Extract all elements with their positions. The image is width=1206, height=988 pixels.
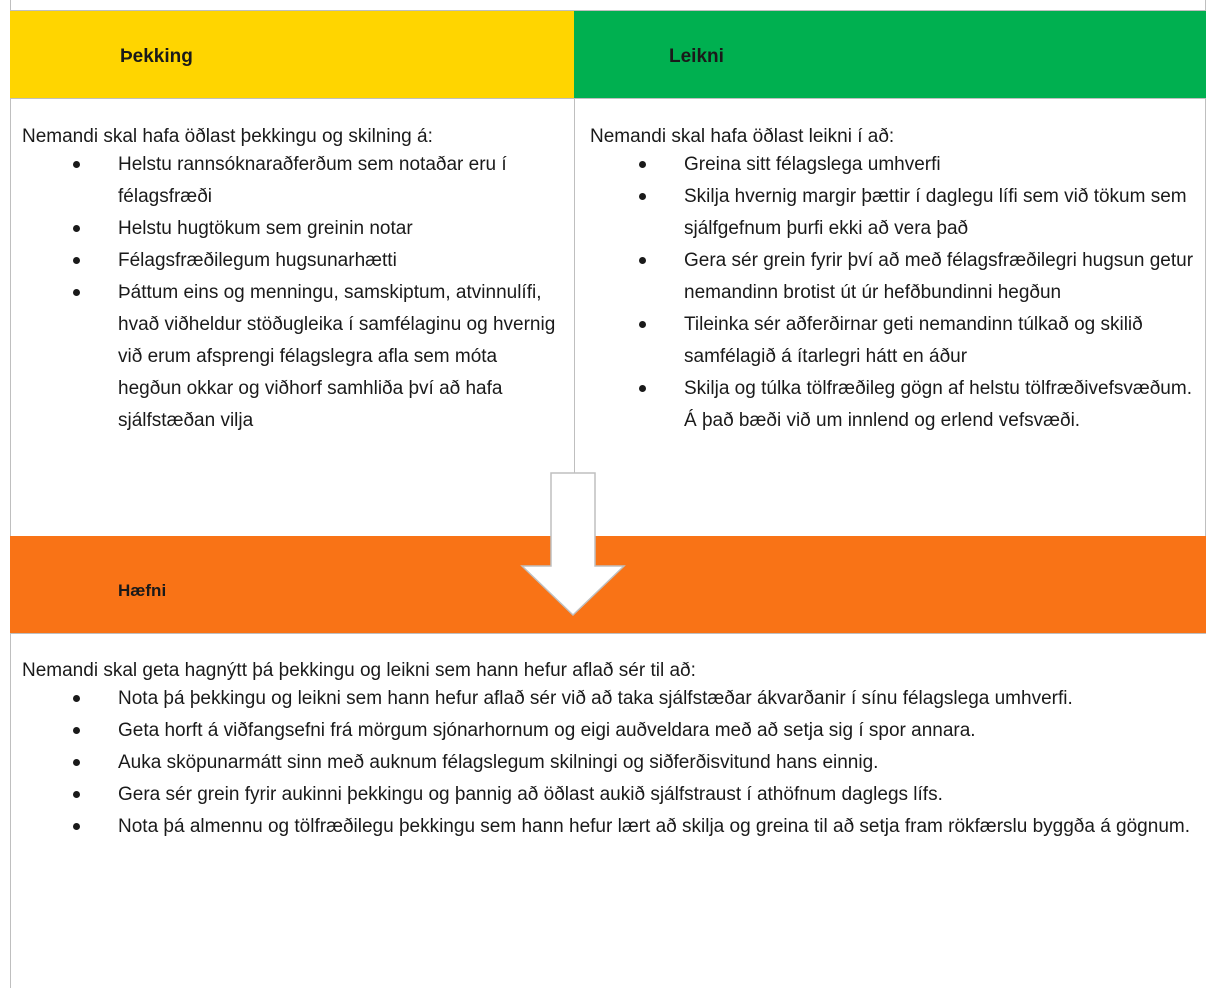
list-item: Auka sköpunarmátt sinn með auknum félagslegum skilningi og siðferðisvitund hans einnig.: [118, 747, 1198, 779]
bullet-dot-icon: [73, 161, 80, 168]
leikni-cell: [590, 124, 1202, 437]
leikni-intro: Nemandi skal hafa öðlast leikni í að:: [590, 126, 895, 147]
haefni-heading: Hæfni: [118, 581, 167, 600]
list-item: Helstu rannsóknaraðferðum sem notaðar eru í félagsfræði: [118, 149, 558, 213]
leikni-heading: Leikni: [669, 46, 724, 67]
list-item: Geta horft á viðfangsefni frá mörgum sjónarhornum og eigi auðveldara með að setja sig í spor annara.: [118, 715, 1198, 747]
bullet-dot-icon: [73, 225, 80, 232]
thekking-intro: Nemandi skal hafa öðlast þekkingu og skilning á:: [22, 126, 433, 147]
leikni-list: [684, 149, 1200, 437]
list-item: Skilja hvernig margir þættir í daglegu lífi sem við tökum sem sjálfgefnum þurfi ekki að vera það: [684, 181, 1200, 245]
bullet-dot-icon: [73, 791, 80, 798]
list-item: Nota þá þekkingu og leikni sem hann hefur aflað sér við að taka sjálfstæðar ákvarðanir í sínu félagslega umhverfi.: [118, 683, 1198, 715]
bullet-dot-icon: [73, 727, 80, 734]
list-item: Félagsfræðilegum hugsunarhætti: [118, 245, 558, 277]
bullet-dot-icon: [73, 289, 80, 296]
list-item: Skilja og túlka tölfræðileg gögn af helstu tölfræðivefsvæðum. Á það bæði við um innlend og erlend vefsvæði.: [684, 373, 1200, 437]
haefni-list: [118, 683, 1198, 843]
bullet-dot-icon: [73, 759, 80, 766]
thekking-cell: [22, 124, 572, 437]
bullet-dot-icon: [73, 257, 80, 264]
haefni-band-divider: [10, 633, 1206, 634]
bullet-dot-icon: [73, 695, 80, 702]
bullet-dot-icon: [639, 193, 646, 200]
list-item: Greina sitt félagslega umhverfi: [684, 149, 1200, 181]
list-item: Nota þá almennu og tölfræðilegu þekkingu sem hann hefur lært að skilja og greina til að setja fram rökfærslu byggða á gögnum.: [118, 811, 1198, 843]
table-left-border: [10, 0, 11, 988]
bullet-dot-icon: [639, 161, 646, 168]
haefni-cell: [22, 658, 1202, 843]
list-item: Þáttum eins og menningu, samskiptum, atvinnulífi, hvað viðheldur stöðugleika í samfélaginu og hvernig við erum afsprengi félagslegra afla sem móta hegðun okkar og viðhorf samhliða því að hafa sjálfstæðan vilja: [118, 277, 558, 437]
list-item: Gera sér grein fyrir aukinni þekkingu og þannig að öðlast aukið sjálfstraust í athöfnum daglegs lífs.: [118, 779, 1198, 811]
bullet-dot-icon: [639, 257, 646, 264]
column-divider: [574, 98, 575, 536]
thekking-band: [10, 11, 574, 98]
band-divider: [10, 98, 1206, 99]
haefni-band: [10, 536, 1206, 633]
bullet-dot-icon: [73, 823, 80, 830]
list-item: Gera sér grein fyrir því að með félagsfræðilegri hugsun getur nemandinn brotist út úr hefðbundinni hegðun: [684, 245, 1200, 309]
haefni-intro: Nemandi skal geta hagnýtt þá þekkingu og leikni sem hann hefur aflað sér til að:: [22, 660, 696, 681]
bullet-dot-icon: [639, 385, 646, 392]
list-item: Tileinka sér aðferðirnar geti nemandinn túlkað og skilið samfélagið á ítarlegri hátt en áður: [684, 309, 1200, 373]
bullet-dot-icon: [639, 321, 646, 328]
thekking-list: [118, 149, 558, 437]
list-item: Helstu hugtökum sem greinin notar: [118, 213, 558, 245]
leikni-band: [574, 11, 1206, 98]
thekking-heading: Þekking: [120, 46, 193, 67]
